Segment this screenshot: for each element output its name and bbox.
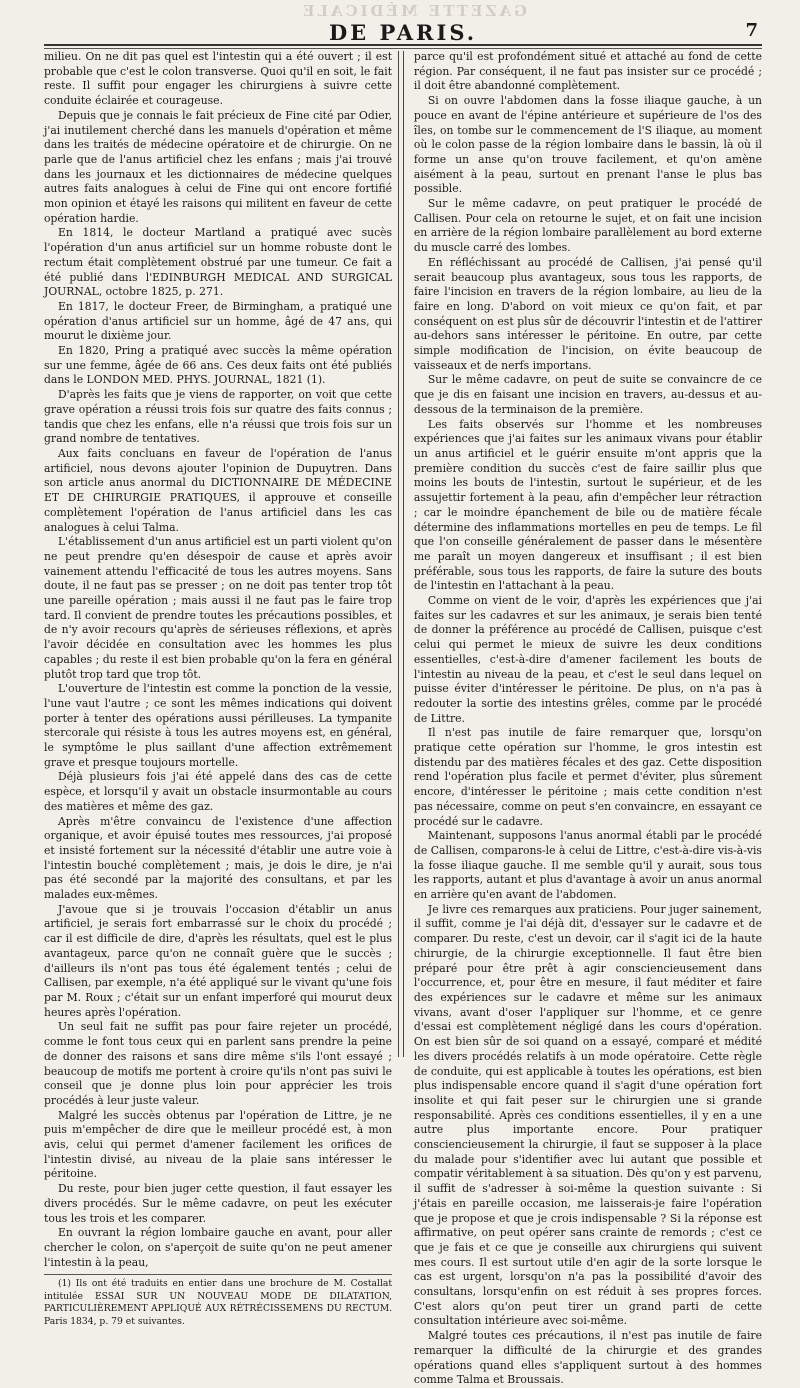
paragraph: Malgré toutes ces précautions, il n'est pas inutile de faire remarquer la difficulté de la chirurgie et des grandes opérations quand elles s'appliquent surtout à des hommes comme Talma et Broussais.: [413, 1329, 762, 1387]
paragraph: En 1814, le docteur Martland a pratiqué avec sucès l'opération d'un anus artificiel sur un homme robuste dont le rectum était complètement obstrué par une tumeur. Ce fait a été publié dans l'EDINBURGH MEDICAL AND SURGICAL JOURNAL, octobre 1825, p. 271.: [44, 226, 393, 299]
paragraph: Déjà plusieurs fois j'ai été appelé dans des cas de cette espèce, et lorsqu'il y avait un obstacle insurmontable au cours des matières et même des gaz.: [44, 770, 393, 813]
left-column-body: [44, 50, 392, 1270]
paragraph: En réfléchissant au procédé de Callisen, j'ai pensé qu'il serait beaucoup plus avantageux, sous tous les rapports, de faire l'incision en travers de la région lombaire, au lieu de la faire en long. D'abord on voit mieux ce qu'on fait, et par conséquent on est plus sûr de découvrir l'intestin et de l'attirer au-dehors sans intéresser le péritoine. En outre, par cette simple modification de l'incision, on évite beaucoup de vaisseaux et de nerfs importans.: [413, 255, 762, 372]
left-column: [44, 49, 396, 1327]
paragraph: Après m'être convaincu de l'existence d'une affection organique, et avoir épuisé toutes mes ressources, j'ai proposé et insisté fortement sur la nécessité d'établir une autre voie à l'intestin bouché complètement ; mais, je dois le dire, je n'ai pas été secondé par la majorité des consultans, et par les malades eux-mêmes.: [44, 814, 393, 902]
paragraph: Du reste, pour bien juger cette question, il faut essayer les divers procédés. Sur le même cadavre, on peut les exécuter tous les trois et les comparer.: [44, 1182, 393, 1225]
page-number: 7: [745, 20, 758, 41]
paragraph: Les faits observés sur l'homme et les nombreuses expériences que j'ai faites sur les animaux vivans pour établir un anus artificiel et le guérir ensuite m'ont appris que la première condition du succès c'est de faire saillir plus que moins les bouts de l'intestin, surtout le supérieur, et de les assujettir fortement à la peau, afin d'empêcher leur rétraction ; car le moindre épanchement de bile ou de matière fécale détermine des inflammations mortelles en peu de temps. Le fil que l'on conseille généralement de passer dans le mésentère me paraît un moyen dangereux et insuffisant ; il est bien préférable, sous tous les rapports, de faire la suture des bouts de l'intestin en l'attachant à la peau.: [413, 417, 762, 593]
paragraph: L'établissement d'un anus artificiel est un parti violent qu'on ne peut prendre qu'en désespoir de cause et après avoir vainement attendu l'efficacité de tous les autres moyens. Sans doute, il ne faut pas se presser ; on ne doit pas tenter trop tôt une pareille opération ; mais aussi il ne faut pas le faire trop tard. Il convient de prendre toutes les précautions possibles, et de n'y avoir recours qu'après de sérieuses réflexions, et après l'avoir décidée en consultation avec les hommes les plus capables ; du reste il est bien probable qu'on la fera en général plutôt trop tard que trop tôt.: [44, 535, 393, 681]
paragraph: Malgré les succès obtenus par l'opération de Littre, je ne puis m'empêcher de dire que le meilleur procédé est, à mon avis, celui qui permet d'amener facilement les orifices de l'intestin divisé, au niveau de la plaie sans intéresser le péritoine.: [44, 1108, 393, 1181]
paragraph: Un seul fait ne suffit pas pour faire rejeter un procédé, comme le font tous ceux qui en parlent sans prendre la peine de donner des raisons et sans dire même s'ils l'ont essayé ; beaucoup de motifs me portent à croire qu'ils n'ont pas suivi le conseil que je donne plus loin pour apprécier les trois procédés à leur juste valeur.: [44, 1020, 393, 1107]
footnote: (1) Ils ont été traduits en entier dans une brochure de M. Costallat intitulée ESSAI SUR UN NOUVEAU MODE DE DILATATION, PARTICULIÈREMENT APPLIQUÉ AUX RÉTRÉCISSEMENS DU RECTUM. Paris 1834, p. 79 et suivantes.: [44, 1278, 393, 1327]
paragraph: milieu. On ne dit pas quel est l'intestin qui a été ouvert ; il est probable que c'est le colon transverse. Quoi qu'il en soit, le fait reste. Il suffit pour engager les chirurgiens à suivre cette conduite éclairée et courageuse.: [44, 50, 393, 108]
paragraph: parce qu'il est profondément situé et attaché au fond de cette région. Par conséquent, il ne faut pas insister sur ce procédé ; il doit être abandonné complètement.: [413, 50, 762, 93]
paragraph: Il n'est pas inutile de faire remarquer que, lorsqu'on pratique cette opération sur l'homme, le gros intestin est distendu par des matières fécales et des gaz. Cette disposition rend l'opération plus facile et permet d'éviter, plus sûrement encore, d'intéresser le péritoine ; mais cette condition n'est pas nécessaire, comme on peut s'en convaincre, en essayant ce procédé sur le cadavre.: [413, 726, 762, 828]
paragraph: Je livre ces remarques aux praticiens. Pour juger sainement, il suffit, comme je l'ai déjà dit, d'essayer sur le cadavre et de comparer. Du reste, c'est un devoir, car il s'agit ici de la haute chirurgie, de la chirurgie exceptionnelle. Il faut être bien préparé pour être prêt à agir consciencieusement dans l'occurrence, et, pour être en mesure, il faut méditer et faire des expériences sur le cadavre et même sur les animaux vivans, avant d'oser l'appliquer sur l'homme, et ce genre d'essai est complètement négligé dans les cours d'opération. On est bien sûr de soi quand on a essayé, comparé et médité les divers procédés relatifs à un mode opératoire. Cette règle de conduite, qui est applicable à toutes les opérations, est bien plus indispensable encore quand il s'agit d'une opération fort insolite et qui fait peser sur le chirurgien une si grande responsabilité. Après ces conditions essentielles, il y en a une autre plus importante encore. Pour pratiquer consciencieusement la chirurgie, il faut se supposer à la place du malade pour s'identifier avec lui autant que possible et compatir véritablement à sa situation. Dès qu'on y est parvenu, il suffit de s'adresser à soi-même la question suivante : Si j'étais en pareille occasion, me laisserais-je faire l'opération que je propose et que je crois indispensable ? Si la réponse est affirmative, on peut opérer sans crainte de remords ; c'est ce que je fais et ce que je conseille aux chirurgiens qui suivent mes cours. Il est surtout utile d'en agir de la sorte lorsque le cas est urgent, lorsqu'on n'a pas la possibilité d'avoir des consultans, lorsqu'enfin on est réduit à ses propres forces. C'est alors qu'on peut tirer un grand parti de cette consultation intérieure avec soi-même.: [413, 902, 762, 1328]
paragraph: Si on ouvre l'abdomen dans la fosse iliaque gauche, à un pouce en avant de l'épine antérieure et supérieure de l'os des îles, on tombe sur le commencement de l'S iliaque, au moment où le colon passe de la région lombaire dans le bassin, là où il forme un anse qu'on trouve facilement, et qu'on amène aisément à la peau, surtout en prenant l'anse le plus bas possible.: [413, 94, 762, 196]
paragraph: D'après les faits que je viens de rapporter, on voit que cette grave opération a réussi trois fois sur quatre des faits connus ; tandis que chez les enfans, elle n'a réussi que trois fois sur un grand nombre de tentatives.: [44, 388, 393, 446]
page-title: DE PARIS.: [328, 20, 478, 45]
right-column: [406, 49, 762, 1387]
paragraph: Sur le même cadavre, on peut de suite se convaincre de ce que je dis en faisant une incision en travers, au-dessus et au-dessous de la terminaison de la première.: [413, 373, 762, 416]
column-separator: [398, 51, 404, 1057]
paragraph: Maintenant, supposons l'anus anormal établi par le procédé de Callisen, comparons-le à celui de Littre, c'est-à-dire vis-à-vis la fosse iliaque gauche. Il me semble qu'il y aurait, sous tous les rapports, autant et plus d'avantage à avoir un anus anormal en arrière qu'en avant de l'abdomen.: [413, 829, 762, 902]
show-through-text: GAZETTE MÉDICALE: [300, 2, 527, 20]
paragraph: L'ouverture de l'intestin est comme la ponction de la vessie, l'une vaut l'autre ; ce sont les mêmes indications qui doivent porter à tenter des opérations aussi périlleuses. La tympanite stercorale qui résiste à tous les autres moyens est, en général, le symptôme le plus saillant d'une affection extrêmement grave et presque toujours mortelle.: [44, 682, 393, 769]
text-columns: [44, 49, 762, 1387]
paragraph: Comme on vient de le voir, d'après les expériences que j'ai faites sur les cadavres et sur les animaux, je serais bien tenté de donner la préférence au procédé de Callisen, puisque c'est celui qui permet le mieux de suivre les deux conditions essentielles, c'est-à-dire d'amener facilement les bouts de l'intestin au niveau de la peau, et c'est le seul dans lequel on puisse éviter d'intéresser le péritoine. De plus, on n'a pas à redouter la sortie des intestins grêles, comme par le procédé de Littre.: [413, 594, 762, 725]
paragraph: En ouvrant la région lombaire gauche en avant, pour aller chercher le colon, on s'aperçoit de suite qu'on ne peut amener l'intestin à la peau,: [44, 1226, 393, 1269]
page-header: [44, 0, 762, 44]
paragraph: Sur le même cadavre, on peut pratiquer le procédé de Callisen. Pour cela on retourne le sujet, et on fait une incision en arrière de la région lombaire parallèlement au bord externe du muscle carré des lombes.: [413, 197, 762, 255]
paragraph: Aux faits concluans en faveur de l'opération de l'anus artificiel, nous devons ajouter l'opinion de Dupuytren. Dans son article anus anormal du DICTIONNAIRE DE MÉDECINE ET DE CHIRURGIE PRATIQUES, il approuve et conseille complètement l'opération de l'anus artificiel dans les cas analogues à celui Talma.: [44, 446, 393, 534]
paragraph: En 1817, le docteur Freer, de Birmingham, a pratiqué une opération d'anus artificiel sur un homme, âgé de 47 ans, qui mourut le dixième jour.: [44, 299, 393, 343]
paragraph: Depuis que je connais le fait précieux de Fine cité par Odier, j'ai inutilement cherché dans les manuels d'opération et même dans les traités de médecine opératoire et de chirurgie. On ne parle que de l'anus artificiel chez les enfans ; mais j'ai trouvé dans les journaux et les dictionnaires de médecine quelques autres faits analogues à celui de Fine qui ont encore fortifié mon opinion et étayé les raisons qui militent en faveur de cette opération hardie.: [44, 108, 393, 225]
paragraph: En 1820, Pring a pratiqué avec succès la même opération sur une femme, âgée de 66 ans. Ces deux faits ont été publiés dans le LONDON MED. PHYS. JOURNAL, 1821 (1).: [44, 344, 393, 387]
paragraph: J'avoue que si je trouvais l'occasion d'établir un anus artificiel, je serais fort embarrassé sur le choix du procédé ; car il est difficile de dire, d'après les résultats, quel est le plus avantageux, parce qu'on ne connaît guère que le succès ; d'ailleurs ils n'ont pas tous été également tentés ; celui de Callisen, par exemple, n'a été appliqué sur le vivant qu'une fois par M. Roux ; c'était sur un enfant imperforé qui mourut deux heures après l'opération.: [44, 902, 393, 1019]
footnote-rule: [44, 1274, 392, 1275]
